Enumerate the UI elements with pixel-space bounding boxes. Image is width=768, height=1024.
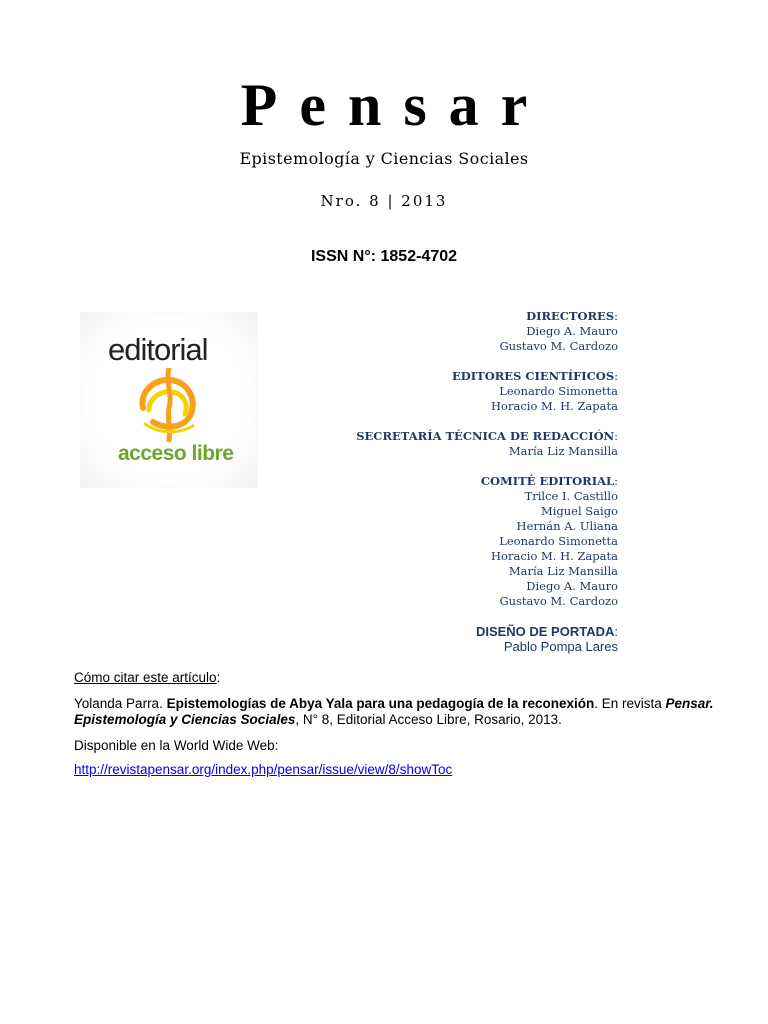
staff-name: Trilce I. Castillo	[524, 489, 618, 503]
staff-name: Pablo Pompa Lares	[503, 639, 618, 654]
citation-available: Disponible en la World Wide Web:	[74, 738, 279, 753]
section-secretaria: SECRETARÍA TÉCNICA DE REDACCIÓN: María Liz Mansilla	[318, 429, 618, 459]
citation-author: Yolanda Parra.	[74, 696, 167, 711]
section-heading: COMITÉ EDITORIAL	[480, 474, 615, 488]
citation-heading: Cómo citar este artículo	[74, 670, 217, 685]
citation-journal: Pensar. Epistemología y Ciencias Sociales	[74, 696, 714, 727]
citation-text	[74, 696, 714, 728]
staff-list	[318, 309, 618, 669]
issue-number: Nro. 8 | 2013	[320, 192, 448, 210]
section-heading: SECRETARÍA TÉCNICA DE REDACCIÓN	[356, 429, 615, 443]
staff-name: Leonardo Simonetta	[499, 384, 618, 398]
staff-name: María Liz Mansilla	[508, 564, 618, 578]
staff-name: Leonardo Simonetta	[499, 534, 618, 548]
section-editores: EDITORES CIENTÍFICOS: Leonardo Simonetta Horacio M. H. Zapata	[318, 369, 618, 414]
staff-name: María Liz Mansilla	[508, 444, 618, 458]
journal-subtitle: Epistemología y Ciencias Sociales	[239, 149, 529, 168]
staff-name: Miguel Saigo	[540, 504, 618, 518]
staff-name: Gustavo M. Cardozo	[499, 594, 618, 608]
logo-word-acceso-libre: acceso libre	[118, 442, 234, 465]
citation-block: Cómo citar este artículo: Yolanda Parra. Epistemologías de Abya Yala para una pedagogía de la reconexión. En revista Pensar. Epistemología y Ciencias Sociales, N° 8, Editorial Acceso Libre, Rosario, 2013. Disponible en la World Wide Web: http://revistapensar.org/index.php/pensar/issue/view/8/showToc	[74, 670, 714, 777]
staff-name: Horacio M. H. Zapata	[491, 549, 618, 563]
section-comite: COMITÉ EDITORIAL: Trilce I. Castillo Miguel Saigo Hernán A. Uliana Leonardo Simonetta Horacio M. H. Zapata María Liz Mansilla Diego A. Mauro Gustavo M. Cardozo	[318, 474, 618, 609]
staff-name: Diego A. Mauro	[526, 324, 618, 338]
citation-details: , N° 8, Editorial Acceso Libre, Rosario, 2013.	[295, 712, 562, 727]
section-directores: DIRECTORES: Diego A. Mauro Gustavo M. Cardozo	[318, 309, 618, 354]
issn: ISSN N°: 1852-4702	[310, 248, 458, 265]
logo-flame-icon	[135, 368, 205, 442]
citation-link[interactable]: http://revistapensar.org/index.php/pensar/issue/view/8/showToc	[74, 762, 453, 777]
staff-name: Hernán A. Uliana	[516, 519, 618, 533]
staff-name: Diego A. Mauro	[526, 579, 618, 593]
staff-name: Horacio M. H. Zapata	[491, 399, 618, 413]
journal-title: Pensar	[240, 72, 550, 138]
citation-in-text: . En revista	[594, 696, 666, 711]
editorial-logo	[80, 312, 258, 488]
section-portada: DISEÑO DE PORTADA: Pablo Pompa Lares	[318, 624, 618, 654]
section-heading: EDITORES CIENTÍFICOS	[452, 369, 615, 383]
logo-word-editorial: editorial	[108, 332, 208, 367]
staff-name: Gustavo M. Cardozo	[499, 339, 618, 353]
section-heading: DIRECTORES	[526, 309, 615, 323]
citation-article-title: Epistemologías de Abya Yala para una pedagogía de la reconexión	[166, 696, 595, 711]
section-heading: DISEÑO DE PORTADA	[475, 624, 615, 639]
